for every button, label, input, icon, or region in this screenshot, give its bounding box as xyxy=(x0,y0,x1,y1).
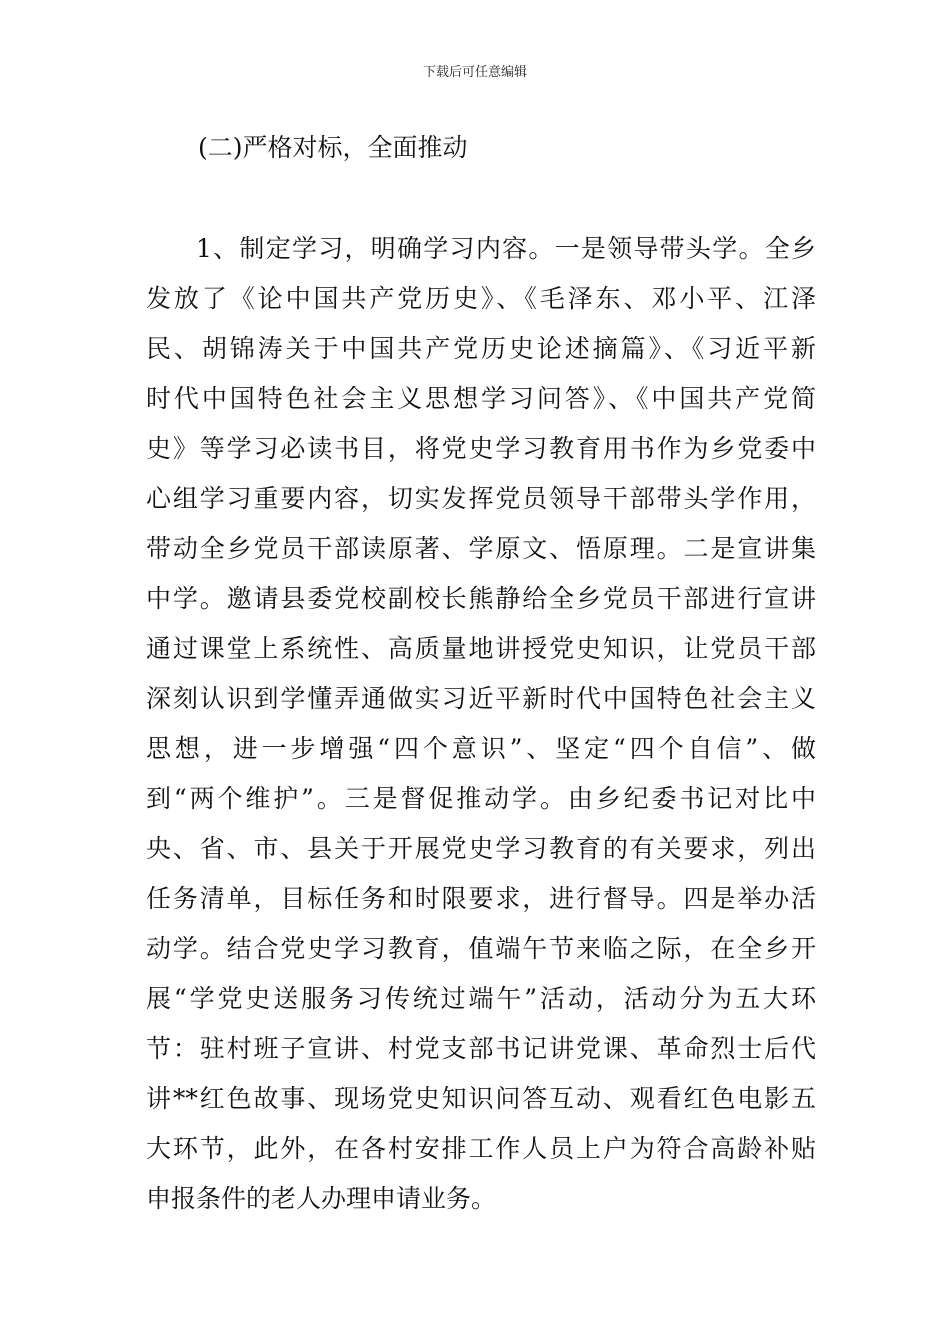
page-header-note: 下载后可任意编辑 xyxy=(422,65,527,80)
paragraph-line: 深刻认识到学懂弄通做实习近平新时代中国特色社会主义 xyxy=(146,684,816,713)
paragraph-line: 通过课堂上系统性、高质量地讲授党史知识，让党员干部 xyxy=(146,634,816,663)
section-heading: (二)严格对标，全面推动 xyxy=(198,133,468,162)
paragraph-line: 史》等学习必读书目，将党史学习教育用书作为乡党委中 xyxy=(146,434,816,463)
body-paragraph xyxy=(146,224,816,1224)
paragraph-line: 1、制定学习，明确学习内容。一是领导带头学。全乡 xyxy=(196,234,816,263)
paragraph-line: 发放了《论中国共产党历史》、《毛泽东、邓小平、江泽 xyxy=(146,284,816,313)
paragraph-line: 节：驻村班子宣讲、村党支部书记讲党课、革命烈士后代 xyxy=(146,1034,816,1063)
paragraph-line: 任务清单，目标任务和时限要求，进行督导。四是举办活 xyxy=(146,884,816,913)
paragraph-line: 带动全乡党员干部读原著、学原文、悟原理。二是宣讲集 xyxy=(146,534,816,563)
paragraph-line: 时代中国特色社会主义思想学习问答》、《中国共产党简 xyxy=(146,384,816,413)
paragraph-line: 心组学习重要内容，切实发挥党员领导干部带头学作用， xyxy=(146,484,816,513)
paragraph-line: 申报条件的老人办理申请业务。 xyxy=(146,1184,497,1213)
paragraph-line: 央、省、市、县关于开展党史学习教育的有关要求，列出 xyxy=(146,834,816,863)
paragraph-line: 展“学党史送服务习传统过端午”活动，活动分为五大环 xyxy=(146,984,816,1013)
paragraph-line: 动学。结合党史学习教育，值端午节来临之际，在全乡开 xyxy=(146,934,816,963)
paragraph-line: 讲**红色故事、现场党史知识问答互动、观看红色电影五 xyxy=(146,1084,816,1113)
paragraph-line: 大环节，此外，在各村安排工作人员上户为符合高龄补贴 xyxy=(146,1134,816,1163)
paragraph-line: 思想，进一步增强“四个意识”、坚定“四个自信”、做 xyxy=(146,734,816,763)
paragraph-line: 中学。邀请县委党校副校长熊静给全乡党员干部进行宣讲 xyxy=(146,584,816,613)
paragraph-line: 到“两个维护”。三是督促推动学。由乡纪委书记对比中 xyxy=(146,784,816,813)
paragraph-line: 民、胡锦涛关于中国共产党历史论述摘篇》、《习近平新 xyxy=(146,334,816,363)
